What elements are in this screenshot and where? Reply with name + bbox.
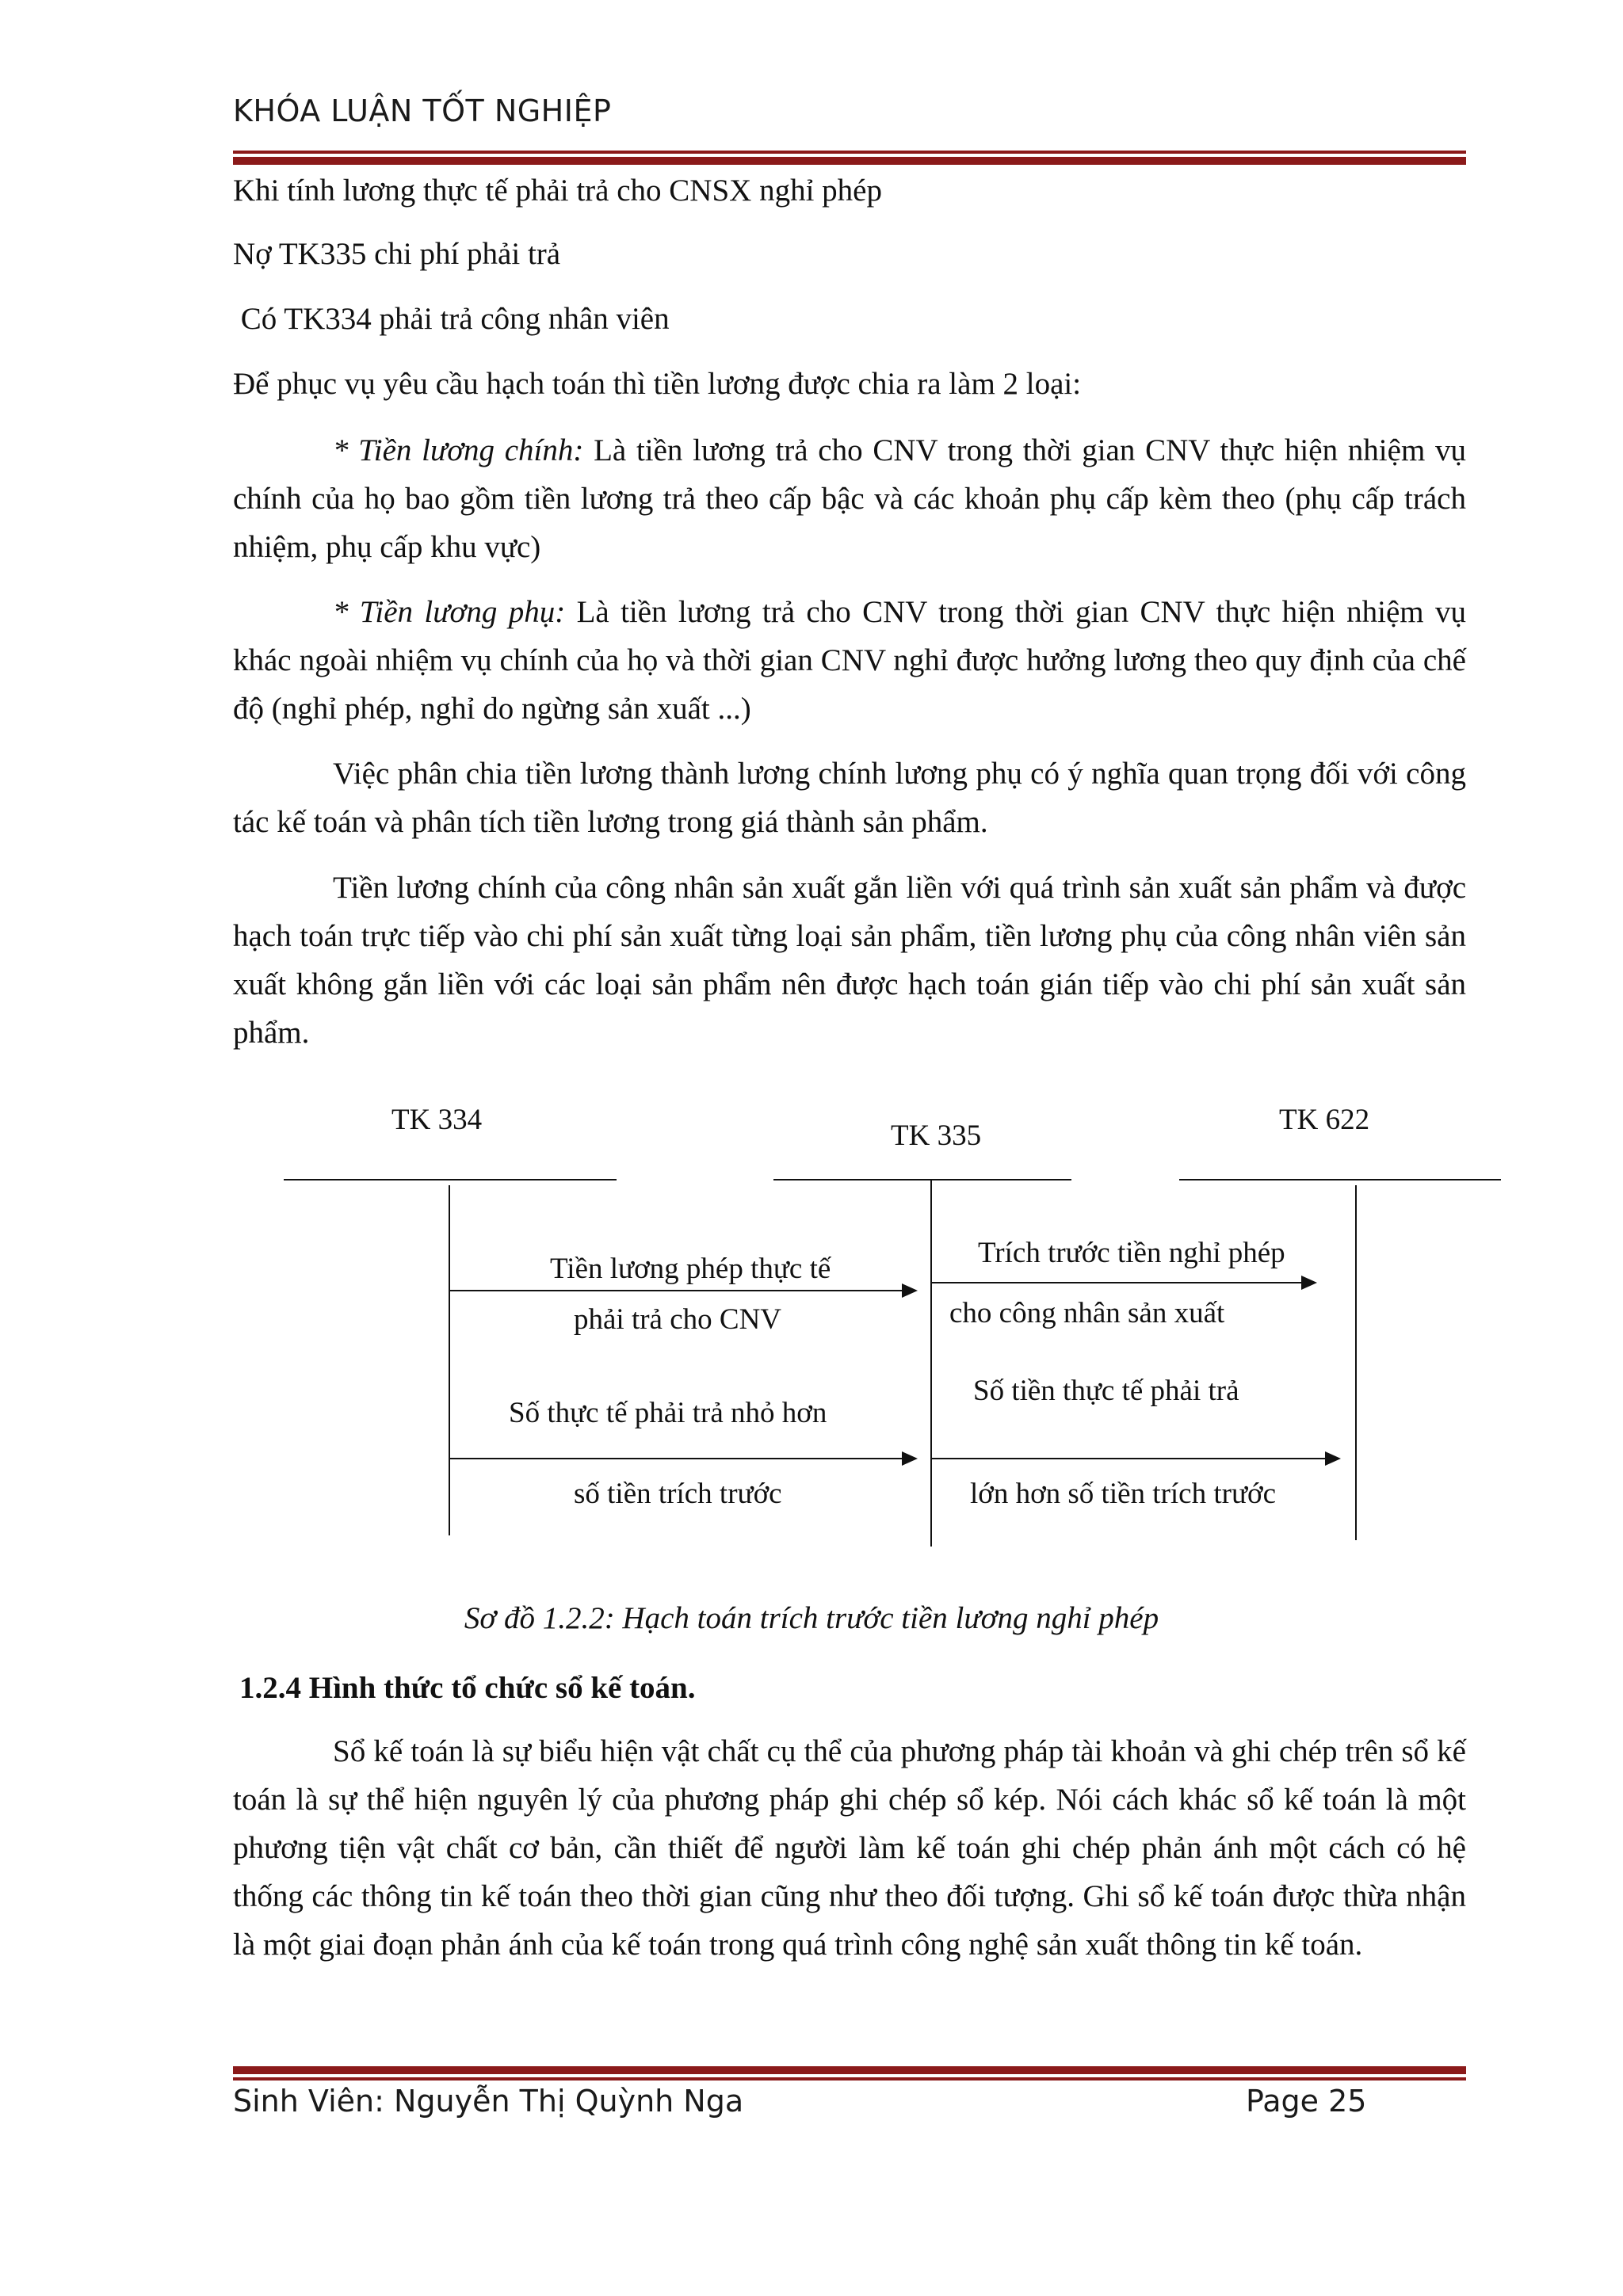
header-rule	[233, 151, 1466, 165]
tk622-horizontal-line	[1179, 1179, 1501, 1180]
paragraph-division: Việc phân chia tiền lương thành lương chính lương phụ có ý nghĩa quan trọng đối với công tác kế toán và phân tích tiền lương trong giá thành sản phẩm.	[233, 757, 1466, 839]
account-tk622: TK 622	[1279, 1104, 1370, 1136]
tk335-vertical-line	[930, 1179, 932, 1547]
tk622-vertical-line	[1355, 1185, 1357, 1540]
intro-line-1: Khi tính lương thực tế phải trả cho CNSX nghỉ phép	[233, 174, 882, 208]
flow4-label-line2: lớn hơn số tiền trích trước	[970, 1478, 1276, 1510]
intro-line-4: Để phục vụ yêu cầu hạch toán thì tiền lương được chia ra làm 2 loại:	[233, 367, 1082, 401]
section-heading: 1.2.4 Hình thức tổ chức sổ kế toán.	[239, 1671, 696, 1705]
flow1-arrow	[450, 1290, 916, 1291]
account-tk335: TK 335	[891, 1119, 982, 1152]
flow3-arrow	[450, 1458, 916, 1459]
footer-rule	[233, 2066, 1466, 2081]
account-tk334: TK 334	[391, 1104, 483, 1136]
main-salary-label: * Tiền lương chính:	[333, 433, 584, 467]
flow2-label-line2: cho công nhân sản xuất	[949, 1297, 1225, 1329]
flow1-label-line2: phải trả cho CNV	[574, 1303, 782, 1336]
flow4-label-line1: Số tiền thực tế phải trả	[973, 1375, 1239, 1407]
intro-line-3: Có TK334 phải trả công nhân viên	[233, 302, 670, 336]
diagram-caption: Sơ đồ 1.2.2: Hạch toán trích trước tiền lương nghỉ phép	[464, 1601, 1159, 1635]
main-salary-text: Là tiền lương trả cho CNV trong thời gian CNV thực hiện nhiệm vụ chính của họ bao gồm tiền lương trả theo cấp bậc và các khoản phụ cấp kèm theo (phụ cấp trách nhiệm, phụ cấp khu vực)	[233, 433, 1466, 564]
footer-page-number: Page 25	[1246, 2084, 1367, 2119]
header-title: KHÓA LUẬN TỐT NGHIỆP	[233, 93, 612, 128]
footer-student-name: Sinh Viên: Nguyễn Thị Quỳnh Nga	[233, 2084, 744, 2119]
paragraph-accounting: Tiền lương chính của công nhân sản xuất gắn liền với quá trình sản xuất sản phẩm và được hạch toán trực tiếp vào chi phí sản xuất từng loại sản phẩm, tiền lương phụ của công nhân viên sản xuất không gắn liền với các loại sản phẩm nên được hạch toán gián tiếp vào chi phí sản xuất sản phẩm.	[233, 871, 1466, 1050]
section-paragraph: Sổ kế toán là sự biểu hiện vật chất cụ thể của phương pháp tài khoản và ghi chép trên sổ kế toán là sự thể hiện nguyên lý của phương pháp ghi chép sổ kép. Nói cách khác sổ kế toán là một phương tiện vật chất cơ bản, cần thiết để người làm kế toán ghi chép phản ánh một cách có hệ thống các thông tin kế toán theo thời gian cũng như theo đối tượng. Ghi sổ kế toán được thừa nhận là một giai đoạn phản ánh của kế toán trong quá trình công nghệ sản xuất thông tin kế toán.	[233, 1734, 1466, 1962]
flow2-label-line1: Trích trước tiền nghỉ phép	[978, 1237, 1285, 1269]
flow3-label-line2: số tiền trích trước	[574, 1478, 782, 1510]
tk334-vertical-line	[449, 1185, 450, 1535]
extra-salary-label: * Tiền lương phụ:	[333, 595, 566, 629]
tk334-horizontal-line	[284, 1179, 617, 1180]
tk335-horizontal-line	[773, 1179, 1071, 1180]
t-account-diagram	[0, 1093, 1623, 1569]
intro-line-2: Nợ TK335 chi phí phải trả	[233, 237, 561, 271]
flow3-label-line1: Số thực tế phải trả nhỏ hơn	[509, 1397, 827, 1429]
flow4-arrow	[932, 1458, 1339, 1459]
extra-salary-text: Là tiền lương trả cho CNV trong thời gian CNV thực hiện nhiệm vụ khác ngoài nhiệm vụ chính của họ và thời gian CNV nghỉ được hưởng lương theo quy định của chế độ (nghỉ phép, nghỉ do ngừng sản xuất ...)	[233, 595, 1466, 726]
flow2-arrow	[932, 1282, 1316, 1283]
flow1-label-line1: Tiền lương phép thực tế	[550, 1253, 831, 1285]
paragraph-main-salary	[233, 426, 1466, 571]
paragraph-extra-salary	[233, 588, 1466, 733]
